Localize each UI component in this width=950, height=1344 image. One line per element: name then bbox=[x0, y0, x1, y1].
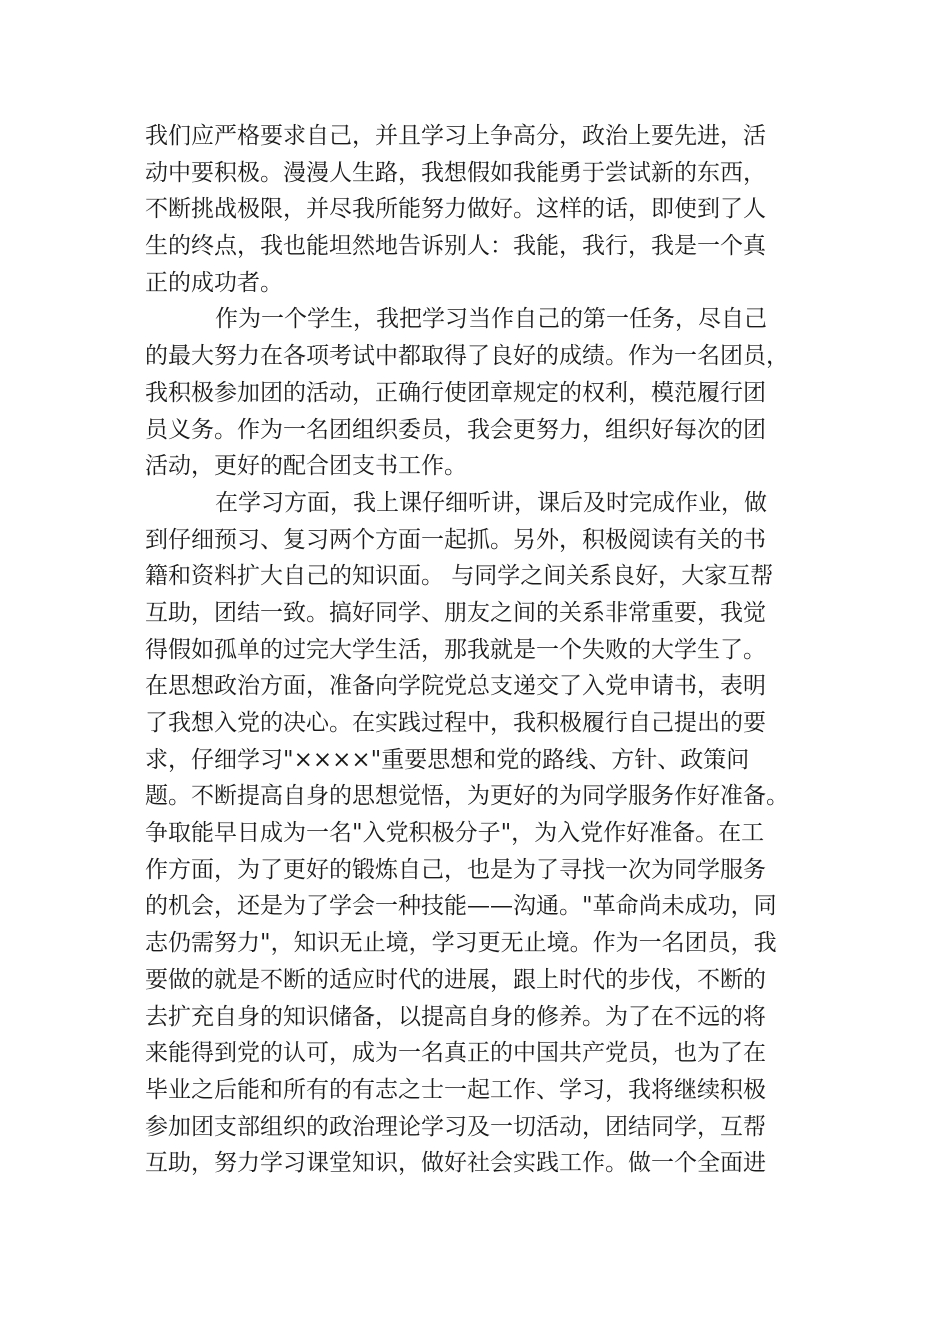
text-line: 来能得到党的认可，成为一名真正的中国共产党员，也为了在 bbox=[145, 1040, 766, 1067]
text-line: 籍和资料扩大自己的知识面。 与同学之间关系良好，大家互帮 bbox=[145, 563, 774, 590]
document-body bbox=[145, 118, 805, 1182]
text-line: 我们应严格要求自己，并且学习上争高分，政治上要先进，活 bbox=[145, 123, 766, 149]
text-line: 活动，更好的配合团支书工作。 bbox=[145, 453, 467, 480]
text-line: 作方面，为了更好的锻炼自己，也是为了寻找一次为同学服务 bbox=[145, 856, 766, 883]
text-line: 的最大努力在各项考试中都取得了良好的成绩。作为一名团员， bbox=[145, 343, 789, 370]
text-line: 的机会，还是为了学会一种技能——沟通。"革命尚未成功，同 bbox=[145, 893, 777, 920]
text-line: 到仔细预习、复习两个方面一起抓。另外，积极阅读有关的书 bbox=[145, 526, 766, 553]
text-line: 互助，努力学习课堂知识，做好社会实践工作。做一个全面进 bbox=[145, 1150, 766, 1177]
text-line: 员义务。作为一名团组织委员，我会更努力，组织好每次的团 bbox=[145, 416, 766, 443]
text-line: 题。不断提高自身的思想觉悟，为更好的为同学服务作好准备。 bbox=[145, 783, 789, 810]
text-line: 正的成功者。 bbox=[145, 269, 283, 296]
text-line: 去扩充自身的知识储备，以提高自身的修养。为了在不远的将 bbox=[145, 1003, 766, 1030]
text-line: 不断挑战极限，并尽我所能努力做好。这样的话，即使到了人 bbox=[145, 196, 766, 223]
text-line: 争取能早日成为一名"入党积极分子"，为入党作好准备。在工 bbox=[145, 820, 765, 847]
text-line: 参加团支部组织的政治理论学习及一切活动，团结同学，互帮 bbox=[145, 1113, 766, 1140]
text-line: 了我想入党的决心。在实践过程中，我积极履行自己提出的要 bbox=[145, 710, 766, 736]
text-line: 在学习方面，我上课仔细听讲，课后及时完成作业，做 bbox=[215, 489, 767, 516]
text-line: 动中要积极。漫漫人生路，我想假如我能勇于尝试新的东西， bbox=[145, 159, 766, 186]
text-line: 毕业之后能和所有的有志之士一起工作、学习，我将继续积极 bbox=[145, 1076, 766, 1103]
text-line: 志仍需努力"，知识无止境，学习更无止境。作为一名团员，我 bbox=[145, 930, 777, 957]
text-line: 得假如孤单的过完大学生活，那我就是一个失败的大学生了。 bbox=[145, 636, 766, 663]
text-line: 我积极参加团的活动，正确行使团章规定的权利，模范履行团 bbox=[145, 379, 766, 406]
text-line: 要做的就是不断的适应时代的进展，跟上时代的步伐，不断的 bbox=[145, 966, 766, 993]
text-line: 互助，团结一致。搞好同学、朋友之间的关系非常重要，我觉 bbox=[145, 599, 766, 626]
text-line: 求，仔细学习"××××"重要思想和党的路线、方针、政策问 bbox=[145, 746, 750, 773]
text-line: 作为一个学生，我把学习当作自己的第一任务，尽自己 bbox=[215, 306, 767, 333]
text-line: 生的终点，我也能坦然地告诉别人：我能，我行，我是一个真 bbox=[145, 233, 766, 260]
text-line: 在思想政治方面，准备向学院党总支递交了入党申请书，表明 bbox=[145, 673, 766, 700]
